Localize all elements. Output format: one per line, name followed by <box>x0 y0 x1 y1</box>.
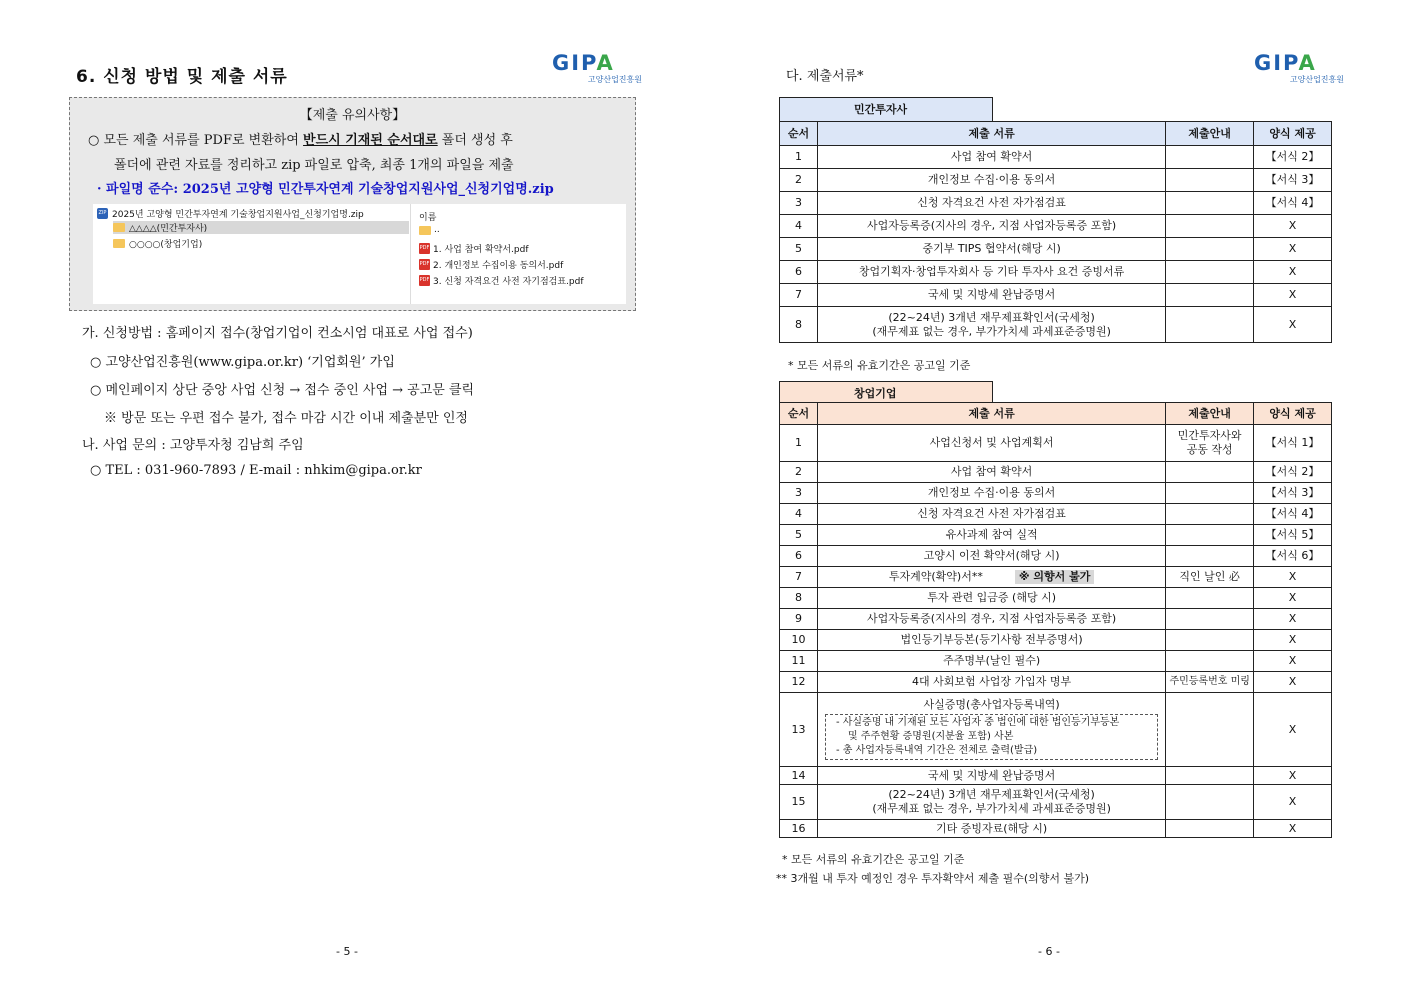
detail-item-continued: 및 주주현황 증명원(지분율 포함) 사본 <box>847 730 1014 742</box>
table-header-row <box>780 122 1332 146</box>
file-explorer-preview <box>93 204 626 304</box>
cell-document: 신청 자격요건 사전 자가점검표 <box>817 192 1165 215</box>
logo-mark <box>1254 52 1317 74</box>
cell-guide <box>1166 215 1254 238</box>
cell-document: 4대 사회보험 사업장 가입자 명부 <box>817 672 1165 693</box>
folder-startup-name: ○○○○(창업기업) <box>129 240 203 250</box>
document-line-2: (재무제표 없는 경우, 부가가치세 과세표준증명원) <box>872 324 1111 338</box>
cell-guide <box>1166 785 1254 820</box>
startup-caption: 창업기업 <box>779 381 993 405</box>
table-header-row <box>780 403 1332 425</box>
folder-investor <box>113 221 409 234</box>
file-name: 2. 개인정보 수집이용 동의서.pdf <box>433 261 564 271</box>
table-row <box>780 169 1332 192</box>
table-row <box>780 483 1332 504</box>
header-form: 양식 제공 <box>1254 122 1332 146</box>
contact-heading: 나. 사업 문의 : 고양투자청 김남희 주임 <box>82 438 304 453</box>
cell-guide <box>1166 483 1254 504</box>
detail-item: - 사실증명 내 기재된 모든 사업자 중 법인에 대한 법인등기부등본 <box>835 716 1120 728</box>
guide-line-2: 공동 작성 <box>1186 443 1233 456</box>
table-row <box>780 504 1332 525</box>
cell-order: 5 <box>780 525 818 546</box>
cell-order: 2 <box>780 169 818 192</box>
cell-guide <box>1166 146 1254 169</box>
cell-document <box>817 785 1165 820</box>
table-row <box>780 284 1332 307</box>
cell-form: X <box>1254 693 1332 767</box>
cell-document: 사업신청서 및 사업계획서 <box>817 425 1165 462</box>
cell-form: X <box>1254 630 1332 651</box>
table-row <box>780 820 1332 838</box>
startup-documents-table <box>779 402 1332 838</box>
investor-documents-table <box>779 121 1332 343</box>
cell-document: 유사과제 참여 실적 <box>817 525 1165 546</box>
document-line-2: (재무제표 없는 경우, 부가가치세 과세표준증명원) <box>872 802 1111 815</box>
table-row <box>780 261 1332 284</box>
cell-document: 신청 자격요건 사전 자가점검표 <box>817 504 1165 525</box>
cell-form: 【서식 4】 <box>1254 504 1332 525</box>
cell-document: 사업자등록증(지사의 경우, 지점 사업자등록증 포함) <box>817 215 1165 238</box>
table-row <box>780 146 1332 169</box>
table-row <box>780 588 1332 609</box>
logo-mark-right: A <box>596 51 615 75</box>
cell-order: 13 <box>780 693 818 767</box>
cell-document: 사업자등록증(지사의 경우, 지점 사업자등록증 포함) <box>817 609 1165 630</box>
file-row <box>419 274 584 287</box>
fact-certificate-details <box>825 714 1158 760</box>
logo-mark-right: A <box>1298 51 1317 75</box>
table-row <box>780 609 1332 630</box>
cell-guide <box>1166 651 1254 672</box>
cell-form: 【서식 6】 <box>1254 546 1332 567</box>
cell-order: 5 <box>780 238 818 261</box>
filename-rule: · 파일명 준수: 2025년 고양형 민간투자연계 기술창업지원사업_신청기업명.zip <box>97 182 554 197</box>
cell-guide <box>1166 261 1254 284</box>
cell-order: 10 <box>780 630 818 651</box>
folder-startup <box>113 237 202 250</box>
cell-guide <box>1166 525 1254 546</box>
cell-document: 개인정보 수집·이용 동의서 <box>817 169 1165 192</box>
notice-line-2: 폴더에 관련 자료를 정리하고 zip 파일로 압축, 최종 1개의 파일을 제출 <box>114 158 514 173</box>
investment-commitment-note: ** 3개월 내 투자 예정인 경우 투자확약서 제출 필수(의향서 불가) <box>776 872 1090 885</box>
cell-document: 사업 참여 확약서 <box>817 462 1165 483</box>
table-row <box>780 307 1332 343</box>
cell-guide <box>1166 630 1254 651</box>
logo-mark <box>552 52 615 74</box>
parent-folder-row <box>419 225 440 235</box>
investor-validity-note: * 모든 서류의 유효기간은 공고일 기준 <box>788 359 971 372</box>
cell-guide <box>1166 820 1254 838</box>
table-row <box>780 238 1332 261</box>
table-row <box>780 767 1332 785</box>
cell-guide <box>1166 609 1254 630</box>
folder-investor-name: △△△△(민간투자사) <box>129 224 208 234</box>
folder-icon <box>113 239 125 248</box>
header-order: 순서 <box>780 403 818 425</box>
document-line-1: (22~24년) 3개년 재무제표확인서(국세청) <box>888 788 1095 801</box>
notice-line-1-c: 폴더 생성 후 <box>437 133 513 148</box>
zip-icon: ZIP <box>97 208 108 219</box>
table-row <box>780 785 1332 820</box>
cell-guide: 직인 날인 必 <box>1166 567 1254 588</box>
table-row <box>780 567 1332 588</box>
cell-document: 주주명부(날인 필수) <box>817 651 1165 672</box>
table-row <box>780 192 1332 215</box>
folder-icon <box>419 226 431 235</box>
table-row <box>780 693 1332 767</box>
cell-guide <box>1166 767 1254 785</box>
cell-document: 투자 관련 입금증 (해당 시) <box>817 588 1165 609</box>
file-row <box>419 242 528 255</box>
cell-order: 1 <box>780 425 818 462</box>
cell-form: X <box>1254 767 1332 785</box>
cell-order: 4 <box>780 215 818 238</box>
cell-document: 중기부 TIPS 협약서(해당 시) <box>817 238 1165 261</box>
header-guide: 제출안내 <box>1166 403 1254 425</box>
cell-order: 1 <box>780 146 818 169</box>
folder-icon <box>113 223 125 232</box>
cell-guide <box>1166 462 1254 483</box>
cell-order: 3 <box>780 192 818 215</box>
cell-form: X <box>1254 785 1332 820</box>
apply-caution: ※ 방문 또는 우편 접수 불가, 접수 마감 시간 이내 제출분만 인정 <box>104 411 468 426</box>
cell-form: 【서식 3】 <box>1254 169 1332 192</box>
cell-document: 국세 및 지방세 완납증명서 <box>817 284 1165 307</box>
header-document: 제출 서류 <box>817 122 1165 146</box>
cell-form: X <box>1254 261 1332 284</box>
cell-order: 2 <box>780 462 818 483</box>
cell-document: 법인등기부등본(등기사항 전부증명서) <box>817 630 1165 651</box>
cell-order: 6 <box>780 261 818 284</box>
cell-form: X <box>1254 215 1332 238</box>
documents-heading: 다. 제출서류* <box>786 69 864 84</box>
cell-document: 국세 및 지방세 완납증명서 <box>817 767 1165 785</box>
cell-document <box>817 567 1165 588</box>
logo-subtitle: 고양산업진흥원 <box>587 75 642 84</box>
header-order: 순서 <box>780 122 818 146</box>
logo-mark-left: GIP <box>1254 51 1299 75</box>
cell-form: X <box>1254 820 1332 838</box>
apply-step-navigate: ○ 메인페이지 상단 중앙 사업 신청 → 접수 중인 사업 → 공고문 클릭 <box>90 383 475 398</box>
section-title: 6. 신청 방법 및 제출 서류 <box>76 67 288 87</box>
investor-caption: 민간투자사 <box>779 97 993 121</box>
table-row <box>780 546 1332 567</box>
cell-form: X <box>1254 609 1332 630</box>
cell-form: X <box>1254 284 1332 307</box>
cell-order: 4 <box>780 504 818 525</box>
cell-guide <box>1166 425 1254 462</box>
no-letter-of-intent-tag: ※ 의향서 불가 <box>1015 570 1094 584</box>
cell-order: 16 <box>780 820 818 838</box>
table-row <box>780 425 1332 462</box>
cell-document <box>817 693 1165 767</box>
notice-line-1-a: ○ 모든 제출 서류를 PDF로 변환하여 <box>88 133 304 148</box>
pdf-icon: PDF <box>419 243 430 254</box>
parent-folder-label: .. <box>434 225 440 235</box>
table-row <box>780 525 1332 546</box>
cell-document: 기타 증빙자료(해당 시) <box>817 820 1165 838</box>
cell-guide <box>1166 693 1254 767</box>
header-document: 제출 서류 <box>817 403 1165 425</box>
file-name: 1. 사업 참여 확약서.pdf <box>433 245 529 255</box>
guide-line-1: 민간투자사와 <box>1177 429 1242 442</box>
cell-form: 【서식 2】 <box>1254 462 1332 483</box>
right-page <box>702 0 1403 992</box>
table-row <box>780 462 1332 483</box>
table-row <box>780 672 1332 693</box>
cell-document: 개인정보 수집·이용 동의서 <box>817 483 1165 504</box>
cell-order: 6 <box>780 546 818 567</box>
cell-document: 창업기획자·창업투자회사 등 기타 투자사 요건 증빙서류 <box>817 261 1165 284</box>
cell-order: 7 <box>780 284 818 307</box>
cell-order: 7 <box>780 567 818 588</box>
zip-file-name: 2025년 고양형 민간투자연계 기술창업지원사업_신청기업명.zip <box>112 210 364 220</box>
notice-title: 【제출 유의사항】 <box>299 108 406 123</box>
startup-validity-note: * 모든 서류의 유효기간은 공고일 기준 <box>782 853 965 866</box>
cell-form: X <box>1254 238 1332 261</box>
logo-subtitle: 고양산업진흥원 <box>1289 75 1344 84</box>
table-row <box>780 215 1332 238</box>
notice-emphasis: 반드시 기재된 순서대로 <box>303 133 438 148</box>
cell-order: 8 <box>780 307 818 343</box>
apply-method: 가. 신청방법 : 홈페이지 접수(창업기업이 컨소시엄 대표로 사업 접수) <box>82 326 473 341</box>
cell-form: X <box>1254 307 1332 343</box>
file-list <box>415 204 626 304</box>
cell-order: 14 <box>780 767 818 785</box>
cell-form: 【서식 5】 <box>1254 525 1332 546</box>
cell-guide <box>1166 169 1254 192</box>
cell-guide <box>1166 546 1254 567</box>
cell-guide <box>1166 192 1254 215</box>
document-line-1: (22~24년) 3개년 재무제표확인서(국세청) <box>888 310 1095 324</box>
cell-order: 9 <box>780 609 818 630</box>
document-title: 사실증명(총사업자등록내역) <box>923 697 1060 711</box>
cell-guide <box>1166 307 1254 343</box>
apply-step-signup: ○ 고양산업진흥원(www.gipa.or.kr) ‘기업회원’ 가입 <box>90 355 395 370</box>
contact-info: ○ TEL : 031-960-7893 / E-mail : nhkim@gipa.or.kr <box>90 463 422 478</box>
cell-form: X <box>1254 672 1332 693</box>
cell-guide: 주민등록번호 미링 <box>1166 672 1254 693</box>
cell-form: 【서식 1】 <box>1254 425 1332 462</box>
folder-tree <box>93 204 411 304</box>
table-row <box>780 630 1332 651</box>
cell-guide <box>1166 284 1254 307</box>
cell-order: 12 <box>780 672 818 693</box>
cell-order: 3 <box>780 483 818 504</box>
cell-order: 11 <box>780 651 818 672</box>
detail-item: - 총 사업자등록내역 기간은 전체로 출력(발급) <box>835 744 1038 756</box>
cell-guide <box>1166 504 1254 525</box>
cell-form: 【서식 4】 <box>1254 192 1332 215</box>
cell-document <box>817 307 1165 343</box>
file-row <box>419 258 563 271</box>
file-list-header: 이름 <box>419 213 437 223</box>
logo-mark-left: GIP <box>552 51 597 75</box>
cell-guide <box>1166 238 1254 261</box>
cell-order: 15 <box>780 785 818 820</box>
page-number: - 5 - <box>336 945 358 958</box>
file-name: 3. 신청 자격요건 사전 자기점검표.pdf <box>433 277 584 287</box>
header-guide: 제출안내 <box>1166 122 1254 146</box>
cell-document: 사업 참여 확약서 <box>817 146 1165 169</box>
pdf-icon: PDF <box>419 259 430 270</box>
zip-file-row <box>97 207 364 220</box>
cell-document: 고양시 이전 확약서(해당 시) <box>817 546 1165 567</box>
document-text: 투자계약(확약)서** <box>888 570 983 583</box>
cell-guide <box>1166 588 1254 609</box>
gipa-logo <box>1254 52 1344 82</box>
cell-form: X <box>1254 567 1332 588</box>
pdf-icon: PDF <box>419 275 430 286</box>
page-number: - 6 - <box>1038 945 1060 958</box>
header-form: 양식 제공 <box>1254 403 1332 425</box>
cell-form: X <box>1254 588 1332 609</box>
cell-form: X <box>1254 651 1332 672</box>
table-row <box>780 651 1332 672</box>
submission-notice-box <box>69 97 636 311</box>
notice-line-1 <box>88 129 513 148</box>
gipa-logo <box>552 52 642 82</box>
cell-order: 8 <box>780 588 818 609</box>
cell-form: 【서식 2】 <box>1254 146 1332 169</box>
cell-form: 【서식 3】 <box>1254 483 1332 504</box>
